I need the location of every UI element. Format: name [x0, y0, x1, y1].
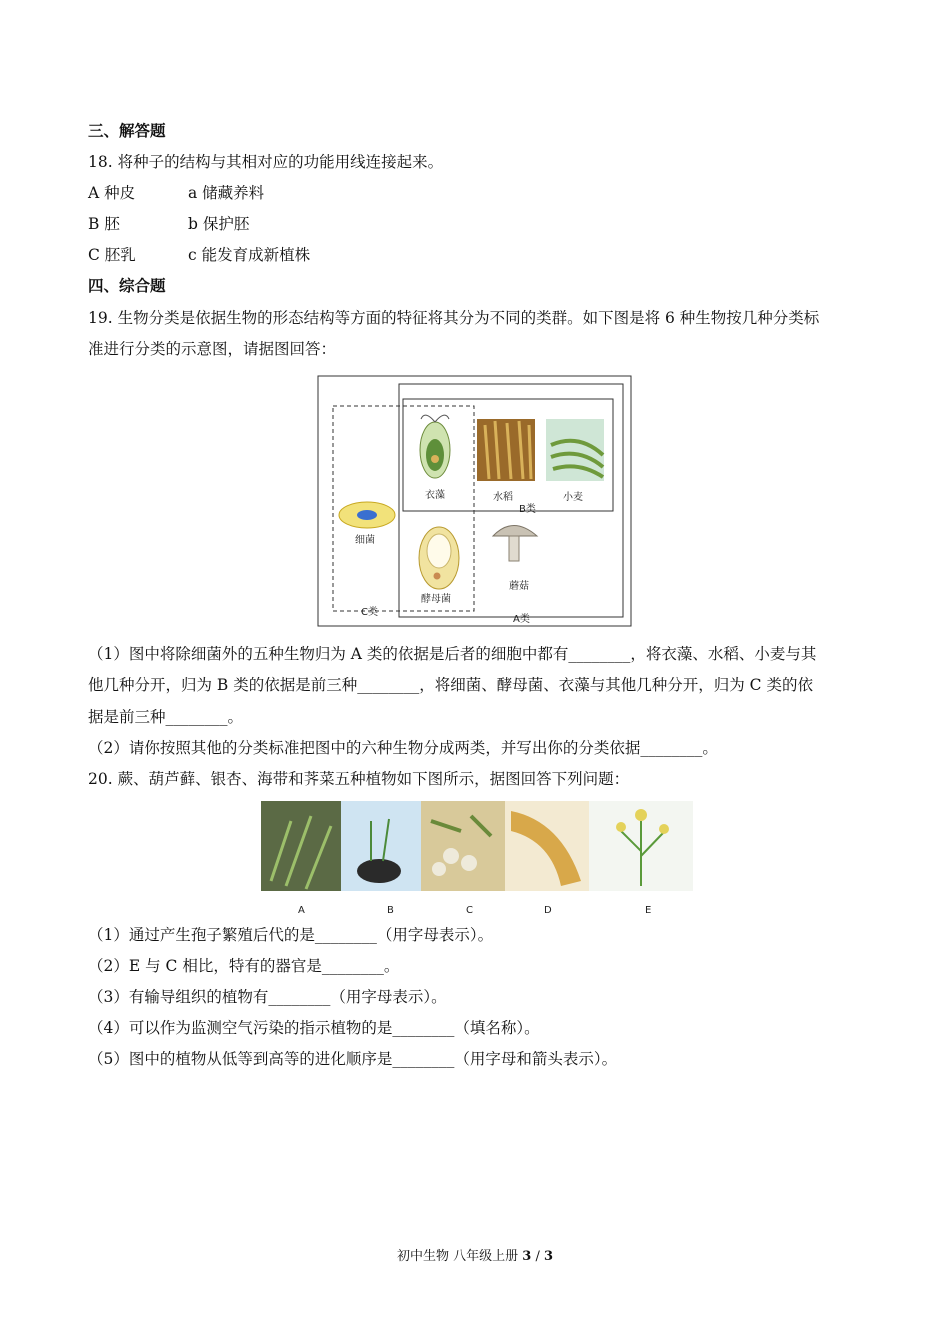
plants-image-strip	[261, 801, 693, 921]
q18-structure: A 种皮	[88, 184, 136, 202]
wheat-image	[546, 419, 604, 481]
label-group-b: B类	[519, 504, 536, 515]
section-4-title: 四、综合题	[88, 276, 166, 295]
section-3-title: 三、解答题	[88, 121, 166, 140]
q19-sub1-line2: 他几种分开，归为 B 类的依据是前三种________，将细菌、酵母菌、衣藻与其他几种分开，归为 C 类的依	[88, 676, 813, 694]
q18-structure: C 胚乳	[88, 246, 136, 264]
q18-row	[88, 213, 249, 235]
q19-sub2: （2）请你按照其他的分类标准把图中的六种生物分成两类，并写出你的分类依据________。	[88, 739, 718, 757]
bacterium-image	[339, 502, 395, 528]
q19-stem-line2: 准进行分类的示意图，请据图回答：	[88, 340, 337, 358]
label-rice: 水稻	[493, 492, 513, 503]
rice-image	[477, 419, 535, 481]
mushroom-image	[493, 526, 537, 562]
q18-row	[88, 182, 264, 204]
q19-sub1-line1: （1）图中将除细菌外的五种生物归为 A 类的依据是后者的细胞中都有________，将衣藻、水稻、小麦与其	[88, 645, 817, 663]
label-yeast: 酵母菌	[421, 594, 451, 605]
ginkgo-image	[421, 801, 505, 891]
label-mushroom: 蘑菇	[509, 581, 529, 592]
q18-function: a 储藏养料	[188, 184, 265, 202]
chlamydomonas-image	[420, 415, 450, 478]
q18-function: b 保护胚	[188, 215, 250, 233]
footer-separator: /	[531, 1249, 544, 1264]
q18-stem: 18. 将种子的结构与其相对应的功能用线连接起来。	[88, 153, 444, 171]
label-group-c: C类	[361, 607, 378, 618]
q18-structure: B 胚	[88, 215, 120, 233]
yeast-image	[419, 527, 459, 589]
footer-page-total: 3	[543, 1249, 554, 1264]
label-plant-d: D	[544, 905, 552, 916]
label-plant-e: E	[645, 905, 652, 916]
classification-diagram	[317, 375, 632, 627]
q20-sub: （3）有输导组织的植物有________（用字母表示）。	[88, 988, 447, 1006]
q20-sub: （2）E 与 C 相比，特有的器官是________。	[88, 957, 400, 975]
label-wheat: 小麦	[563, 492, 583, 503]
label-plant-c: C	[466, 905, 473, 916]
footer-text: 初中生物 八年级上册	[396, 1249, 519, 1264]
page-footer	[0, 1245, 950, 1264]
q19-sub1-line3: 据是前三种________。	[88, 708, 244, 726]
label-chlamydomonas: 衣藻	[425, 490, 445, 501]
label-plant-b: B	[387, 905, 394, 916]
label-plant-a: A	[298, 905, 305, 916]
q20-stem: 20. 蕨、葫芦藓、银杏、海带和荠菜五种植物如下图所示，据图回答下列问题：	[88, 770, 630, 788]
q20-sub: （4）可以作为监测空气污染的指示植物的是________（填名称）。	[88, 1019, 540, 1037]
q20-sub: （1）通过产生孢子繁殖后代的是________（用字母表示）。	[88, 926, 494, 944]
label-group-a: A类	[513, 614, 530, 625]
label-bacterium: 细菌	[355, 535, 375, 546]
q18-row	[88, 244, 310, 266]
q20-sub: （5）图中的植物从低等到高等的进化顺序是________（用字母和箭头表示）。	[88, 1050, 618, 1068]
q18-function: c 能发育成新植株	[188, 246, 311, 264]
footer-page-number: 3	[522, 1249, 532, 1264]
q19-stem-line1: 19. 生物分类是依据生物的形态结构等方面的特征将其分为不同的类群。如下图是将 6 种生物按几种分类标	[88, 309, 820, 327]
